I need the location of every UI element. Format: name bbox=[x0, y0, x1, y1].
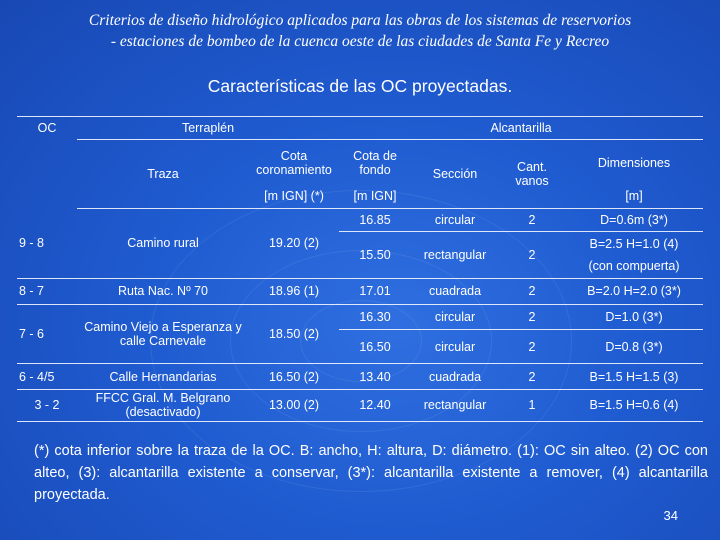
page-number: 34 bbox=[663, 508, 678, 523]
row-cant-vanos: 2 bbox=[499, 232, 565, 279]
header-group-terraplen: Terraplén bbox=[77, 117, 339, 140]
row-cota-coronamiento: 18.96 (1) bbox=[249, 279, 339, 305]
row-dimensiones bbox=[565, 232, 703, 279]
row-dimensiones-value: B=2.5 H=1.0 (4) bbox=[589, 237, 679, 252]
header-line-2: - estaciones de bombeo de la cuenca oeste de las ciudades de Santa Fe y Recreo bbox=[110, 33, 610, 50]
row-dimensiones: B=2.0 H=2.0 (3*) bbox=[565, 279, 703, 305]
row-cota-fondo: 16.50 bbox=[339, 330, 411, 364]
row-traza: Calle Hernandarias bbox=[77, 364, 249, 390]
row-seccion: rectangular bbox=[411, 389, 499, 421]
header-cant-vanos: Cant. vanos bbox=[499, 140, 565, 208]
row-traza: FFCC Gral. M. Belgrano (desactivado) bbox=[77, 389, 249, 421]
row-cant-vanos: 2 bbox=[499, 304, 565, 330]
row-cant-vanos: 2 bbox=[499, 330, 565, 364]
row-seccion: circular bbox=[411, 208, 499, 231]
row-cota-coronamiento: 13.00 (2) bbox=[249, 389, 339, 421]
row-oc: 8 - 7 bbox=[17, 279, 77, 305]
row-cota-fondo: 12.40 bbox=[339, 389, 411, 421]
row-cota-fondo: 13.40 bbox=[339, 364, 411, 390]
row-cant-vanos: 2 bbox=[499, 279, 565, 305]
row-cota-coronamiento: 18.50 (2) bbox=[249, 304, 339, 364]
row-cant-vanos: 2 bbox=[499, 208, 565, 231]
row-cota-fondo: 16.85 bbox=[339, 208, 411, 231]
row-cota-coronamiento: 19.20 (2) bbox=[249, 208, 339, 278]
header-line-1: Criterios de diseño hidrológico aplicados para las obras de los sistemas de reservorios bbox=[88, 12, 632, 29]
row-traza: Camino Viejo a Esperanza y calle Carnevale bbox=[77, 304, 249, 364]
header-cota-coronamiento-unit: [m IGN] (*) bbox=[249, 185, 339, 208]
row-cant-vanos: 2 bbox=[499, 364, 565, 390]
row-seccion: cuadrada bbox=[411, 279, 499, 305]
row-seccion: rectangular bbox=[411, 232, 499, 279]
header-dimensiones-unit: [m] bbox=[565, 185, 703, 208]
header-cota-coronamiento: Cota coronamiento bbox=[256, 148, 332, 177]
oc-characteristics-table bbox=[17, 116, 703, 422]
header-seccion: Sección bbox=[411, 140, 499, 208]
row-oc: 7 - 6 bbox=[17, 304, 77, 364]
row-seccion: cuadrada bbox=[411, 364, 499, 390]
row-cota-fondo: 16.30 bbox=[339, 304, 411, 330]
row-oc: 6 - 4/5 bbox=[17, 364, 77, 390]
row-cota-coronamiento: 16.50 (2) bbox=[249, 364, 339, 390]
footnote: (*) cota inferior sobre la traza de la OC. B: ancho, H: altura, D: diámetro. (1): OC sin alteo. (2) OC con alteo, (3): alcantarilla existente a conservar, (3*): alcantarilla existente a remover, (4) alcantarilla proyectada. bbox=[34, 443, 708, 503]
slide-header bbox=[20, 10, 700, 52]
row-oc: 9 - 8 bbox=[17, 208, 77, 278]
row-cota-fondo: 17.01 bbox=[339, 279, 411, 305]
slide-subtitle: Características de las OC proyectadas. bbox=[207, 76, 513, 96]
row-oc: 3 - 2 bbox=[17, 389, 77, 421]
header-cota-fondo-unit: [m IGN] bbox=[339, 185, 411, 208]
header-group-alcantarilla: Alcantarilla bbox=[339, 117, 703, 140]
row-dimensiones: B=1.5 H=1.5 (3) bbox=[565, 364, 703, 390]
row-seccion: circular bbox=[411, 330, 499, 364]
row-cant-vanos: 1 bbox=[499, 389, 565, 421]
row-dimensiones-note: (con compuerta) bbox=[588, 259, 680, 274]
header-cota-fondo: Cota de fondo bbox=[353, 148, 397, 177]
header-dimensiones: Dimensiones bbox=[597, 155, 671, 170]
row-traza: Camino rural bbox=[77, 208, 249, 278]
header-oc: OC bbox=[17, 117, 77, 209]
header-traza: Traza bbox=[77, 140, 249, 208]
row-dimensiones: D=0.6m (3*) bbox=[565, 208, 703, 231]
row-cota-fondo: 15.50 bbox=[339, 232, 411, 279]
row-seccion: circular bbox=[411, 304, 499, 330]
row-dimensiones: B=1.5 H=0.6 (4) bbox=[565, 389, 703, 421]
row-dimensiones: D=0.8 (3*) bbox=[565, 330, 703, 364]
row-dimensiones: D=1.0 (3*) bbox=[565, 304, 703, 330]
row-traza: Ruta Nac. Nº 70 bbox=[77, 279, 249, 305]
